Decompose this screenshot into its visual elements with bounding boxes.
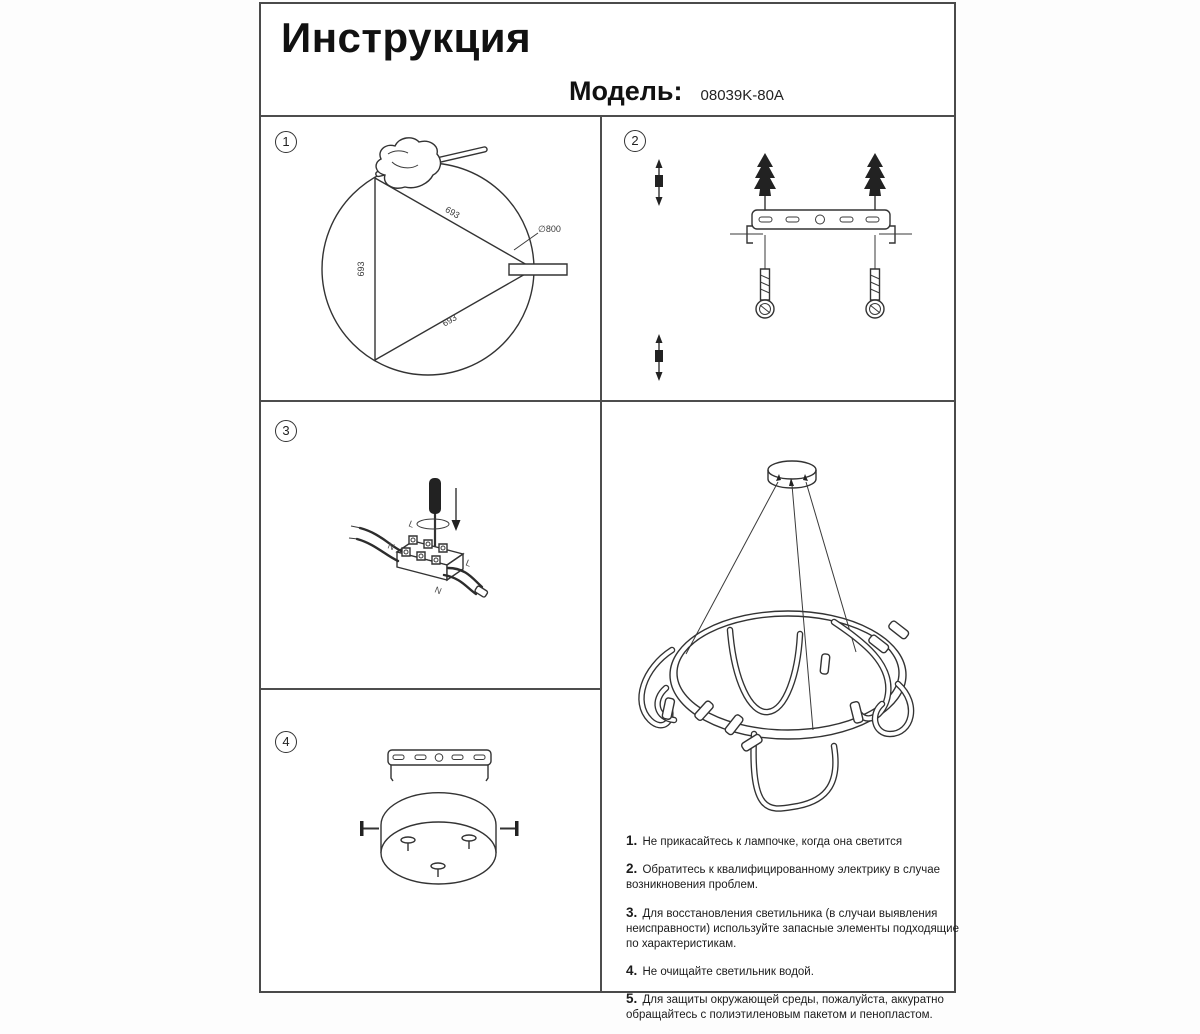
terminal-block-illustration	[397, 536, 463, 580]
step2-number-badge: 2	[624, 130, 646, 152]
canopy-mounting-diagram	[261, 690, 600, 991]
anchor-icon	[655, 159, 663, 206]
note-text: Не прикасайтесь к лампочке, когда она светится	[642, 836, 903, 848]
note-number: 3.	[626, 904, 638, 920]
note-number: 5.	[626, 991, 638, 1007]
side-top-label: 693	[443, 204, 462, 221]
note-text: Не очищайте светильник водой.	[642, 966, 814, 979]
panel-step2	[602, 117, 958, 400]
side-screw-icon	[500, 821, 519, 836]
panel-step3	[261, 402, 600, 688]
panel-step1	[261, 117, 600, 400]
note-text: Для защиты окружающей среды, пожалуйста, аккуратно обращайтесь с полиэтиленовым пакетом и пенопластом.	[626, 994, 944, 1022]
ceiling-canopy	[768, 461, 816, 488]
hand-shape	[376, 138, 440, 188]
wall-plug-icon	[754, 153, 776, 210]
document-header	[261, 4, 954, 115]
note-number: 2.	[626, 861, 638, 877]
marking-circle	[322, 163, 534, 375]
wire-label-right-n: N	[433, 584, 444, 597]
step4-number-badge: 4	[275, 731, 297, 753]
note-number: 1.	[626, 833, 638, 848]
screw-icon	[866, 235, 884, 318]
wire-label-left-l: L	[407, 518, 416, 530]
wiring-diagram	[261, 402, 600, 688]
note-item	[626, 990, 960, 1023]
document-page	[259, 2, 959, 1022]
model-label: Модель:	[569, 76, 683, 106]
side-left-label: 693	[356, 261, 366, 277]
mounting-bracket-illustration	[730, 210, 912, 243]
step3-number-badge: 3	[275, 420, 297, 442]
panel-final	[602, 402, 959, 1022]
bracket-left-hook	[391, 765, 393, 781]
note-item	[626, 860, 960, 893]
wire-label-right-l: L	[464, 557, 473, 569]
bracket-right-hook	[486, 765, 488, 781]
template-strip	[509, 264, 567, 275]
canopy-illustration	[381, 793, 496, 884]
safety-notes	[626, 832, 960, 1034]
side-screw-icon	[360, 821, 379, 836]
panel-step4	[261, 690, 600, 991]
side-bottom-label: 693	[440, 312, 459, 329]
note-text: Для восстановления светильника (в случаи выявления неисправности) используйте запасные элементы подходящие по характеристикам.	[626, 907, 959, 950]
model-row	[569, 76, 784, 107]
hand-marker-icon	[375, 138, 487, 188]
note-item	[626, 832, 960, 850]
wall-plug-icon	[864, 153, 886, 210]
mounting-bracket-illustration	[388, 750, 491, 781]
bracket-mounting-diagram	[602, 117, 958, 400]
chandelier-illustration	[602, 402, 958, 822]
step1-number-badge: 1	[275, 131, 297, 153]
diameter-label: ∅800	[538, 224, 561, 234]
anchor-icon	[655, 334, 663, 381]
flexible-tube-lights	[641, 622, 911, 809]
note-item	[626, 962, 960, 980]
model-number: 08039K-80A	[700, 87, 784, 104]
diameter-leader-line	[514, 233, 538, 250]
note-text: Обратитесь к квалифицированному электрику в случае возникновения проблем.	[626, 864, 940, 892]
circle-marking-diagram	[261, 117, 600, 400]
screw-icon	[756, 235, 774, 318]
arrow-down-icon	[452, 488, 461, 531]
suspension-cables	[686, 482, 856, 730]
note-item	[626, 904, 960, 953]
page-title: Инструкция	[281, 14, 532, 61]
wire-label-left-n: N	[386, 540, 397, 553]
note-number: 4.	[626, 963, 638, 979]
